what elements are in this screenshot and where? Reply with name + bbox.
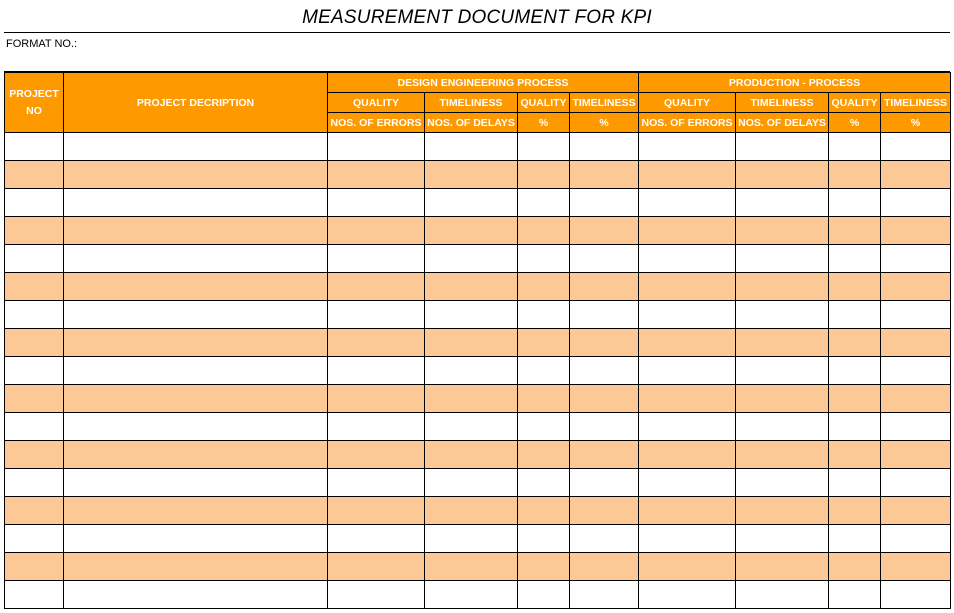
design-delays-cell[interactable] bbox=[425, 581, 518, 609]
design-delays-cell[interactable] bbox=[425, 525, 518, 553]
project-description-cell[interactable] bbox=[64, 469, 328, 497]
design-timeliness-pct-cell[interactable] bbox=[570, 581, 639, 609]
production-quality-pct-cell[interactable] bbox=[829, 525, 881, 553]
project-no-cell[interactable] bbox=[5, 245, 64, 273]
header-design-timeliness-pct: TIMELINESS bbox=[570, 93, 639, 113]
header-group-production: PRODUCTION - PROCESS bbox=[639, 73, 951, 93]
design-timeliness-pct-cell[interactable] bbox=[570, 441, 639, 469]
header-design-timeliness-percent: % bbox=[570, 113, 639, 133]
project-no-cell[interactable] bbox=[5, 161, 64, 189]
header-design-timeliness: TIMELINESS bbox=[425, 93, 518, 113]
project-description-cell[interactable] bbox=[64, 245, 328, 273]
header-design-quality-pct: QUALITY bbox=[518, 93, 570, 113]
design-delays-cell[interactable] bbox=[425, 133, 518, 161]
production-quality-pct-cell[interactable] bbox=[829, 301, 881, 329]
kpi-table bbox=[4, 72, 951, 609]
kpi-sheet bbox=[4, 4, 950, 609]
design-quality-pct-cell[interactable] bbox=[518, 469, 570, 497]
production-timeliness-pct-cell[interactable] bbox=[881, 161, 951, 189]
design-quality-pct-cell[interactable] bbox=[518, 329, 570, 357]
production-errors-cell[interactable] bbox=[639, 273, 736, 301]
production-quality-pct-cell[interactable] bbox=[829, 189, 881, 217]
table-row bbox=[5, 413, 951, 441]
production-quality-pct-cell[interactable] bbox=[829, 357, 881, 385]
project-description-cell[interactable] bbox=[64, 525, 328, 553]
header-group-design-engineering: DESIGN ENGINEERING PROCESS bbox=[328, 73, 639, 93]
design-errors-cell[interactable] bbox=[328, 357, 425, 385]
production-quality-pct-cell[interactable] bbox=[829, 581, 881, 609]
production-errors-cell[interactable] bbox=[639, 357, 736, 385]
design-timeliness-pct-cell[interactable] bbox=[570, 161, 639, 189]
design-timeliness-pct-cell[interactable] bbox=[570, 245, 639, 273]
production-quality-pct-cell[interactable] bbox=[829, 133, 881, 161]
design-delays-cell[interactable] bbox=[425, 497, 518, 525]
project-description-cell[interactable] bbox=[64, 217, 328, 245]
design-timeliness-pct-cell[interactable] bbox=[570, 329, 639, 357]
design-errors-cell[interactable] bbox=[328, 497, 425, 525]
project-description-cell[interactable] bbox=[64, 161, 328, 189]
project-no-cell[interactable] bbox=[5, 301, 64, 329]
design-errors-cell[interactable] bbox=[328, 385, 425, 413]
design-errors-cell[interactable] bbox=[328, 217, 425, 245]
design-timeliness-pct-cell[interactable] bbox=[570, 497, 639, 525]
table-row bbox=[5, 581, 951, 609]
project-description-cell[interactable] bbox=[64, 301, 328, 329]
header-production-timeliness-percent: % bbox=[881, 113, 951, 133]
header-project-description: PROJECT DECRIPTION bbox=[64, 73, 328, 133]
production-timeliness-pct-cell[interactable] bbox=[881, 273, 951, 301]
production-timeliness-pct-cell[interactable] bbox=[881, 329, 951, 357]
design-delays-cell[interactable] bbox=[425, 217, 518, 245]
production-errors-cell[interactable] bbox=[639, 133, 736, 161]
production-timeliness-pct-cell[interactable] bbox=[881, 217, 951, 245]
production-delays-cell[interactable] bbox=[736, 273, 829, 301]
production-delays-cell[interactable] bbox=[736, 385, 829, 413]
project-description-cell[interactable] bbox=[64, 357, 328, 385]
production-timeliness-pct-cell[interactable] bbox=[881, 525, 951, 553]
project-no-cell[interactable] bbox=[5, 189, 64, 217]
project-no-cell[interactable] bbox=[5, 441, 64, 469]
production-quality-pct-cell[interactable] bbox=[829, 245, 881, 273]
production-errors-cell[interactable] bbox=[639, 469, 736, 497]
design-timeliness-pct-cell[interactable] bbox=[570, 273, 639, 301]
production-quality-pct-cell[interactable] bbox=[829, 217, 881, 245]
design-delays-cell[interactable] bbox=[425, 385, 518, 413]
design-errors-cell[interactable] bbox=[328, 469, 425, 497]
kpi-table-body bbox=[5, 133, 951, 609]
production-quality-pct-cell[interactable] bbox=[829, 469, 881, 497]
design-timeliness-pct-cell[interactable] bbox=[570, 385, 639, 413]
design-errors-cell[interactable] bbox=[328, 525, 425, 553]
design-quality-pct-cell[interactable] bbox=[518, 553, 570, 581]
project-description-cell[interactable] bbox=[64, 497, 328, 525]
table-row bbox=[5, 469, 951, 497]
project-description-cell[interactable] bbox=[64, 273, 328, 301]
production-errors-cell[interactable] bbox=[639, 161, 736, 189]
design-quality-pct-cell[interactable] bbox=[518, 301, 570, 329]
production-delays-cell[interactable] bbox=[736, 189, 829, 217]
header-production-nos-errors: NOS. OF ERRORS bbox=[639, 113, 736, 133]
design-errors-cell[interactable] bbox=[328, 273, 425, 301]
table-row bbox=[5, 497, 951, 525]
design-quality-pct-cell[interactable] bbox=[518, 217, 570, 245]
project-description-cell[interactable] bbox=[64, 413, 328, 441]
production-errors-cell[interactable] bbox=[639, 245, 736, 273]
production-timeliness-pct-cell[interactable] bbox=[881, 413, 951, 441]
project-no-cell[interactable] bbox=[5, 581, 64, 609]
design-timeliness-pct-cell[interactable] bbox=[570, 469, 639, 497]
design-errors-cell[interactable] bbox=[328, 581, 425, 609]
design-quality-pct-cell[interactable] bbox=[518, 385, 570, 413]
header-project-no: PROJECT NO bbox=[5, 73, 64, 133]
table-row bbox=[5, 133, 951, 161]
design-timeliness-pct-cell[interactable] bbox=[570, 301, 639, 329]
table-row bbox=[5, 301, 951, 329]
production-delays-cell[interactable] bbox=[736, 329, 829, 357]
production-quality-pct-cell[interactable] bbox=[829, 441, 881, 469]
header-design-nos-errors: NOS. OF ERRORS bbox=[328, 113, 425, 133]
production-errors-cell[interactable] bbox=[639, 301, 736, 329]
production-timeliness-pct-cell[interactable] bbox=[881, 441, 951, 469]
table-row bbox=[5, 245, 951, 273]
design-delays-cell[interactable] bbox=[425, 301, 518, 329]
production-quality-pct-cell[interactable] bbox=[829, 413, 881, 441]
production-delays-cell[interactable] bbox=[736, 581, 829, 609]
design-delays-cell[interactable] bbox=[425, 441, 518, 469]
header-design-nos-delays: NOS. OF DELAYS bbox=[425, 113, 518, 133]
design-timeliness-pct-cell[interactable] bbox=[570, 357, 639, 385]
production-timeliness-pct-cell[interactable] bbox=[881, 189, 951, 217]
project-no-cell[interactable] bbox=[5, 525, 64, 553]
production-errors-cell[interactable] bbox=[639, 497, 736, 525]
production-errors-cell[interactable] bbox=[639, 581, 736, 609]
design-errors-cell[interactable] bbox=[328, 189, 425, 217]
production-delays-cell[interactable] bbox=[736, 357, 829, 385]
production-delays-cell[interactable] bbox=[736, 245, 829, 273]
design-delays-cell[interactable] bbox=[425, 329, 518, 357]
design-delays-cell[interactable] bbox=[425, 273, 518, 301]
document-title: MEASUREMENT DOCUMENT FOR KPI bbox=[4, 4, 950, 33]
design-delays-cell[interactable] bbox=[425, 357, 518, 385]
production-errors-cell[interactable] bbox=[639, 385, 736, 413]
production-timeliness-pct-cell[interactable] bbox=[881, 553, 951, 581]
design-timeliness-pct-cell[interactable] bbox=[570, 553, 639, 581]
format-number-field[interactable] bbox=[4, 33, 950, 72]
design-errors-cell[interactable] bbox=[328, 245, 425, 273]
production-delays-cell[interactable] bbox=[736, 441, 829, 469]
design-timeliness-pct-cell[interactable] bbox=[570, 133, 639, 161]
production-errors-cell[interactable] bbox=[639, 441, 736, 469]
production-delays-cell[interactable] bbox=[736, 413, 829, 441]
design-errors-cell[interactable] bbox=[328, 133, 425, 161]
production-quality-pct-cell[interactable] bbox=[829, 273, 881, 301]
design-delays-cell[interactable] bbox=[425, 553, 518, 581]
project-no-cell[interactable] bbox=[5, 329, 64, 357]
design-errors-cell[interactable] bbox=[328, 329, 425, 357]
production-timeliness-pct-cell[interactable] bbox=[881, 133, 951, 161]
header-production-quality: QUALITY bbox=[639, 93, 736, 113]
design-delays-cell[interactable] bbox=[425, 469, 518, 497]
production-errors-cell[interactable] bbox=[639, 413, 736, 441]
project-no-cell[interactable] bbox=[5, 217, 64, 245]
design-quality-pct-cell[interactable] bbox=[518, 245, 570, 273]
design-errors-cell[interactable] bbox=[328, 301, 425, 329]
production-delays-cell[interactable] bbox=[736, 469, 829, 497]
table-row bbox=[5, 525, 951, 553]
production-errors-cell[interactable] bbox=[639, 189, 736, 217]
design-quality-pct-cell[interactable] bbox=[518, 497, 570, 525]
production-delays-cell[interactable] bbox=[736, 161, 829, 189]
project-description-cell[interactable] bbox=[64, 189, 328, 217]
design-errors-cell[interactable] bbox=[328, 413, 425, 441]
design-delays-cell[interactable] bbox=[425, 161, 518, 189]
production-errors-cell[interactable] bbox=[639, 525, 736, 553]
header-production-timeliness-pct: TIMELINESS bbox=[881, 93, 951, 113]
design-quality-pct-cell[interactable] bbox=[518, 581, 570, 609]
header-production-nos-delays: NOS. OF DELAYS bbox=[736, 113, 829, 133]
header-design-quality-percent: % bbox=[518, 113, 570, 133]
project-description-cell[interactable] bbox=[64, 133, 328, 161]
design-errors-cell[interactable] bbox=[328, 441, 425, 469]
production-quality-pct-cell[interactable] bbox=[829, 385, 881, 413]
project-no-cell[interactable] bbox=[5, 133, 64, 161]
table-row bbox=[5, 357, 951, 385]
header-production-timeliness: TIMELINESS bbox=[736, 93, 829, 113]
design-quality-pct-cell[interactable] bbox=[518, 161, 570, 189]
production-errors-cell[interactable] bbox=[639, 329, 736, 357]
design-errors-cell[interactable] bbox=[328, 161, 425, 189]
table-row bbox=[5, 189, 951, 217]
design-timeliness-pct-cell[interactable] bbox=[570, 217, 639, 245]
production-errors-cell[interactable] bbox=[639, 553, 736, 581]
design-quality-pct-cell[interactable] bbox=[518, 525, 570, 553]
production-quality-pct-cell[interactable] bbox=[829, 497, 881, 525]
production-timeliness-pct-cell[interactable] bbox=[881, 245, 951, 273]
production-timeliness-pct-cell[interactable] bbox=[881, 469, 951, 497]
design-quality-pct-cell[interactable] bbox=[518, 413, 570, 441]
design-timeliness-pct-cell[interactable] bbox=[570, 189, 639, 217]
production-quality-pct-cell[interactable] bbox=[829, 553, 881, 581]
production-errors-cell[interactable] bbox=[639, 217, 736, 245]
project-description-cell[interactable] bbox=[64, 385, 328, 413]
project-no-cell[interactable] bbox=[5, 413, 64, 441]
table-row bbox=[5, 161, 951, 189]
design-quality-pct-cell[interactable] bbox=[518, 133, 570, 161]
table-row bbox=[5, 329, 951, 357]
production-delays-cell[interactable] bbox=[736, 301, 829, 329]
header-design-quality: QUALITY bbox=[328, 93, 425, 113]
project-no-cell[interactable] bbox=[5, 273, 64, 301]
design-delays-cell[interactable] bbox=[425, 245, 518, 273]
production-quality-pct-cell[interactable] bbox=[829, 329, 881, 357]
design-errors-cell[interactable] bbox=[328, 553, 425, 581]
project-no-cell[interactable] bbox=[5, 357, 64, 385]
production-delays-cell[interactable] bbox=[736, 133, 829, 161]
design-timeliness-pct-cell[interactable] bbox=[570, 413, 639, 441]
table-row bbox=[5, 441, 951, 469]
project-description-cell[interactable] bbox=[64, 441, 328, 469]
header-production-quality-percent: % bbox=[829, 113, 881, 133]
production-timeliness-pct-cell[interactable] bbox=[881, 497, 951, 525]
design-timeliness-pct-cell[interactable] bbox=[570, 525, 639, 553]
production-timeliness-pct-cell[interactable] bbox=[881, 385, 951, 413]
design-quality-pct-cell[interactable] bbox=[518, 273, 570, 301]
production-timeliness-pct-cell[interactable] bbox=[881, 301, 951, 329]
project-no-cell[interactable] bbox=[5, 385, 64, 413]
table-row bbox=[5, 273, 951, 301]
table-row bbox=[5, 217, 951, 245]
project-no-cell[interactable] bbox=[5, 497, 64, 525]
design-delays-cell[interactable] bbox=[425, 413, 518, 441]
table-row bbox=[5, 553, 951, 581]
production-delays-cell[interactable] bbox=[736, 525, 829, 553]
design-quality-pct-cell[interactable] bbox=[518, 357, 570, 385]
header-production-quality-pct: QUALITY bbox=[829, 93, 881, 113]
production-delays-cell[interactable] bbox=[736, 497, 829, 525]
project-description-cell[interactable] bbox=[64, 553, 328, 581]
production-timeliness-pct-cell[interactable] bbox=[881, 357, 951, 385]
project-description-cell[interactable] bbox=[64, 581, 328, 609]
table-row bbox=[5, 385, 951, 413]
production-delays-cell[interactable] bbox=[736, 217, 829, 245]
project-description-cell[interactable] bbox=[64, 329, 328, 357]
format-number-label: FORMAT NO.: bbox=[6, 38, 78, 50]
production-timeliness-pct-cell[interactable] bbox=[881, 581, 951, 609]
design-quality-pct-cell[interactable] bbox=[518, 189, 570, 217]
design-delays-cell[interactable] bbox=[425, 189, 518, 217]
production-delays-cell[interactable] bbox=[736, 553, 829, 581]
design-quality-pct-cell[interactable] bbox=[518, 441, 570, 469]
project-no-cell[interactable] bbox=[5, 553, 64, 581]
project-no-cell[interactable] bbox=[5, 469, 64, 497]
production-quality-pct-cell[interactable] bbox=[829, 161, 881, 189]
